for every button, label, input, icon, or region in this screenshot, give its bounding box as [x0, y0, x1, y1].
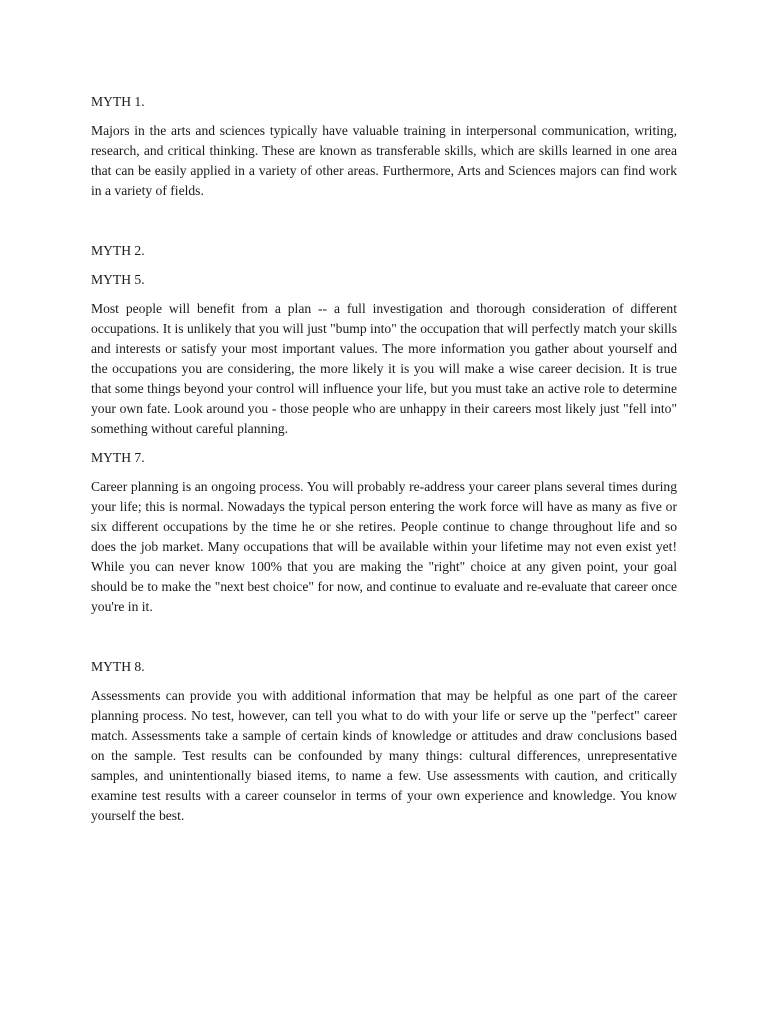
- spacer: [91, 210, 677, 241]
- myth-7-paragraph: Career planning is an ongoing process. You will probably re-address your career plans several times during your life; this is normal. Nowadays the typical person entering the work force will have as many as five or six different occupations by the time he or she retires. People continue to change throughout life and so does the job market. Many occupations that will be available within your lifetime may not even exist yet! While you can never know 100% that you are making the "right" choice at any given point, your goal should be to make the "next best choice" for now, and continue to evaluate and re-evaluate that career once you're in it.: [91, 479, 677, 614]
- spacer: [91, 626, 677, 657]
- myth-5-paragraph: Most people will benefit from a plan -- a full investigation and thorough consideration of different occupations. It is unlikely that you will just "bump into" the occupation that will perfectly match your skills and interests or satisfy your most important values. The more information you gather about yourself and the occupations you are considering, the more likely it is you will make a wise career decision. It is true that some things beyond your control will influence your life, but you must take an active role to determine your own fate. Look around you - those people who are unhappy in their careers most likely just "fell into" something without careful planning.: [91, 301, 677, 436]
- myth-2-heading: MYTH 2.: [91, 243, 145, 258]
- myth-5-heading: MYTH 5.: [91, 272, 145, 287]
- document-page: [91, 92, 677, 835]
- myth-8-heading: MYTH 8.: [91, 659, 145, 674]
- myth-7-heading: MYTH 7.: [91, 450, 145, 465]
- myth-1-heading: MYTH 1.: [91, 94, 145, 109]
- myth-1-paragraph: Majors in the arts and sciences typically have valuable training in interpersonal communication, writing, research, and critical thinking. These are known as transferable skills, which are skills learned in one area that can be easily applied in a variety of other areas. Furthermore, Arts and Sciences majors can find work in a variety of fields.: [91, 123, 677, 198]
- myth-8-paragraph: Assessments can provide you with additional information that may be helpful as one part of the career planning process. No test, however, can tell you what to do with your life or serve up the "perfect" career match. Assessments take a sample of certain kinds of knowledge or attitudes and draw conclusions based on the sample. Test results can be confounded by many things: cultural differences, unrepresentative samples, and unintentionally biased items, to name a few. Use assessments with caution, and critically examine test results with a career counselor in terms of your own experience and knowledge. You know yourself the best.: [91, 688, 677, 823]
